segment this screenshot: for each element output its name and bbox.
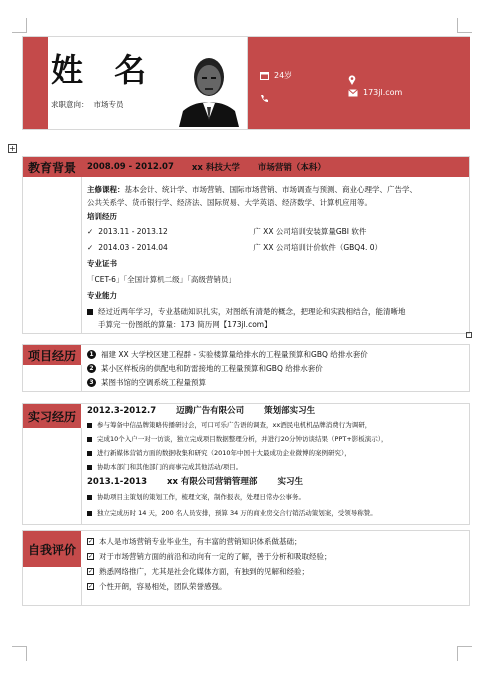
education-bar <box>81 157 469 177</box>
training-desc: 广 XX 公司培训计价软件（GBQ4. 0） <box>253 243 383 252</box>
courses-label: 主修课程： <box>87 185 125 194</box>
self-eval-item <box>87 581 227 592</box>
square-bullet-icon <box>87 451 92 456</box>
projects-title-column <box>23 365 82 391</box>
age-value: 24岁 <box>274 71 293 80</box>
age-item <box>260 70 292 81</box>
ability-label: 专业能力 <box>87 291 117 300</box>
square-bullet-icon <box>87 465 92 470</box>
square-bullet-icon <box>87 495 92 500</box>
location-icon <box>348 70 356 89</box>
education-title-column <box>23 177 82 333</box>
project-item <box>87 377 206 388</box>
self-eval-text: 熟悉网络推广，尤其是社会化媒体方面，有独到的见解和经验； <box>99 567 309 576</box>
email-value: 173jl.com <box>363 88 403 97</box>
project-item <box>87 363 323 374</box>
number-1-icon: 1 <box>87 350 96 359</box>
email-item <box>348 88 402 97</box>
square-bullet-icon <box>87 511 92 516</box>
job2-header <box>87 477 303 488</box>
education-period: 2008.09 - 2012.07 <box>87 162 174 172</box>
project-text: 福建 XX 大学校区建工程群 - 实验楼算量给排水的工程量预算和GBQ 给排水套价 <box>101 350 368 359</box>
cert-label: 专业证书 <box>87 259 117 268</box>
check-icon: ✓ <box>87 227 94 236</box>
education-major: 市场营销（本科） <box>257 163 326 173</box>
check-icon: ✓ <box>87 243 94 252</box>
job2-item <box>87 508 377 519</box>
self-eval-body <box>81 531 469 605</box>
objective <box>51 99 124 110</box>
internship-title: 实习经历 <box>23 404 81 428</box>
table-resize-handle[interactable] <box>466 332 472 338</box>
job2-company: xx 有限公司营销管理部 <box>167 477 258 487</box>
job2-item-text: 独立完成历时 14 天，200 名人员安排，预算 34 万的商业房交合行销活动策划案，受领导称赞。 <box>97 509 377 517</box>
internship-title-column <box>23 428 82 524</box>
checkbox-icon: ✓ <box>88 538 94 545</box>
square-bullet-icon <box>87 437 92 442</box>
self-eval-text: 对于市场营销方面的前沿和动向有一定的了解，善于分析和吸取经验； <box>99 552 332 561</box>
portrait-photo <box>173 43 245 127</box>
square-bullet-icon <box>87 309 93 315</box>
self-eval-title: 自我评价 <box>23 531 81 567</box>
project-text: 某小区样板房的供配电和防雷接地的工程量预算和GBQ 给排水套价 <box>101 364 323 373</box>
courses-line-2: 公共关系学、货币银行学、经济法、国际贸易、大学英语、经济数学、计算机应用等。 <box>87 198 372 207</box>
projects-body <box>81 345 469 391</box>
internship-body <box>81 404 469 524</box>
courses-line-1 <box>87 184 417 195</box>
job1-header <box>87 406 315 417</box>
training-period: 2014.03 - 2014.04 <box>98 243 168 252</box>
number-3-icon: 3 <box>87 378 96 387</box>
header-left-accent <box>23 37 48 129</box>
ability-line-2: 手算完一份图纸的算量：173 简历网【173jl.com】 <box>98 320 272 329</box>
self-eval-item <box>87 536 302 547</box>
job1-period: 2012.3-2012.7 <box>87 406 157 416</box>
checkbox-icon: ✓ <box>88 553 94 560</box>
education-section <box>22 156 470 334</box>
header-section <box>22 36 470 130</box>
education-school: xx 科技大学 <box>191 163 240 173</box>
courses-text-1: 基本会计、统计学、市场营销、国际市场营销、市场调查与预测、商业心理学、广告学、 <box>124 185 417 194</box>
checkbox-icon: ✓ <box>88 568 94 575</box>
job1-item <box>87 420 371 431</box>
objective-label: 求职意向： <box>51 100 89 109</box>
training-period: 2013.11 - 2013.12 <box>98 227 168 236</box>
training-item <box>87 226 366 237</box>
job1-item-text: 协助本部门和其他部门的商事完成其他活动/项目。 <box>97 463 243 471</box>
checkbox-icon: ✓ <box>88 583 94 590</box>
job1-item-text: 进行新媒体营销方面的数据收集和研究（2010年中国十大最成功企业微博的案例研究）， <box>97 449 351 457</box>
job1-company: 迈腾广告有限公司 <box>176 406 245 416</box>
training-item <box>87 242 382 253</box>
objective-value: 市场专员 <box>93 100 124 109</box>
calendar-icon <box>260 71 269 80</box>
job1-item-text: 完成10个入户一对一访谈，独立完成项目数据整理分析，并进行20分钟访谈结果（PPT+影板演示）， <box>97 435 388 443</box>
education-title: 教育背景 <box>23 157 81 177</box>
training-desc: 广 XX 公司培训安装算量GBI 软件 <box>253 227 367 236</box>
training-label: 培训经历 <box>87 212 117 221</box>
table-move-handle[interactable]: + <box>9 144 16 153</box>
job1-item <box>87 448 351 459</box>
job1-role: 策划部实习生 <box>264 406 316 416</box>
projects-section <box>22 344 470 392</box>
job2-item <box>87 492 305 503</box>
number-2-icon: 2 <box>87 364 96 373</box>
job2-role: 实习生 <box>277 477 303 487</box>
ability-line-1 <box>87 306 406 317</box>
crop-mark-br <box>457 646 472 661</box>
self-eval-item <box>87 551 332 562</box>
ability-text-1: 经过近两年学习，专业基础知识扎实，对图纸有清楚的概念，把理论和实践相结合，能清晰地 <box>98 307 406 316</box>
self-eval-item <box>87 566 309 577</box>
project-item <box>87 349 368 360</box>
square-bullet-icon <box>87 423 92 428</box>
self-eval-section <box>22 530 470 606</box>
mail-icon <box>348 89 358 97</box>
self-eval-title-column <box>23 567 82 605</box>
crop-mark-tr <box>457 18 472 33</box>
self-eval-text: 个性开朗，容易相处，团队荣誉感强。 <box>99 582 227 591</box>
cert-list: 「CET-6」「全国计算机二级」「高级营销员」 <box>87 275 236 284</box>
name-title: 姓 名 <box>51 51 157 89</box>
crop-mark-tl <box>12 18 27 33</box>
crop-mark-bl <box>12 646 27 661</box>
project-text: 某图书馆的空调系统工程量预算 <box>101 378 206 387</box>
phone-icon <box>260 88 269 107</box>
education-body <box>81 157 469 333</box>
internship-section <box>22 403 470 525</box>
projects-title: 项目经历 <box>23 345 81 365</box>
job1-item <box>87 462 242 473</box>
job2-period: 2013.1-2013 <box>87 477 147 487</box>
job1-item <box>87 434 388 445</box>
self-eval-text: 本人是市场营销专业毕业生，有丰富的营销知识体系做基础； <box>99 537 302 546</box>
job2-item-text: 协助项目主策划的策划工作，梳理文案，制作报表，处理日常办公事务。 <box>97 493 305 501</box>
job1-item-text: 参与筹备中信品牌策略传播研讨会，可口可乐广告语的调查，xx酒民电机机品牌消费行为调研， <box>97 421 372 429</box>
header-info-panel <box>247 37 470 129</box>
